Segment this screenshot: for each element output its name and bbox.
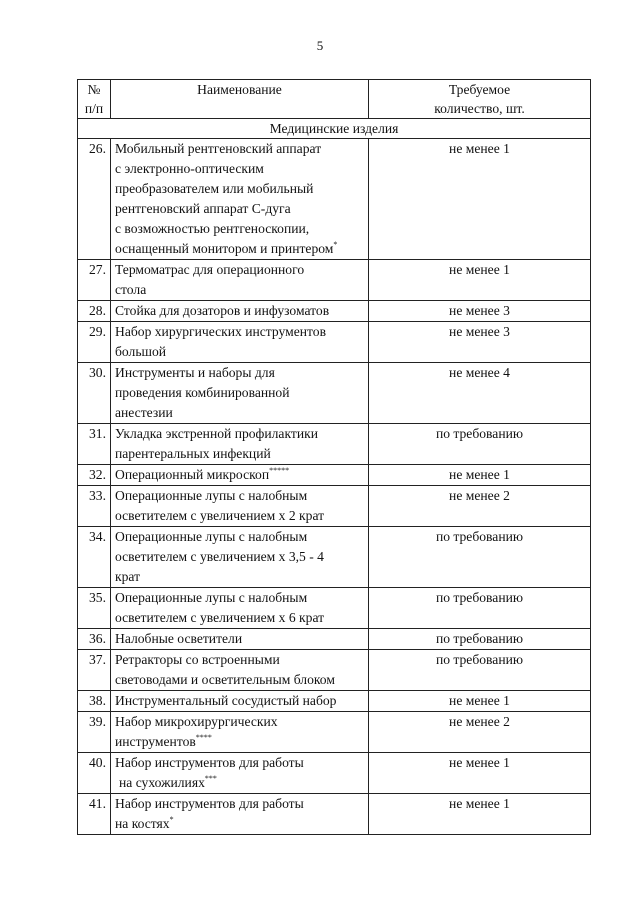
row-name-text: на костях [115,816,170,831]
header-number [78,80,111,119]
row-number: 33. [78,486,111,527]
row-name [111,424,369,465]
row-name [111,527,369,588]
row-name-text: осветителем с увеличением х 3,5 - 4 [115,549,324,564]
row-number: 30. [78,363,111,424]
row-name-line [115,239,364,259]
row-number: 36. [78,629,111,650]
row-name-text: световодами и осветительным блоком [115,672,335,687]
row-quantity: не менее 1 [369,139,591,260]
row-name-line [115,363,364,383]
row-number: 39. [78,712,111,753]
row-name-line [115,465,364,485]
row-name-line [115,219,364,239]
row-number: 40. [78,753,111,794]
row-name-text: Стойка для дозаторов и инфузоматов [115,303,330,318]
row-quantity: не менее 1 [369,260,591,301]
row-quantity: не менее 3 [369,322,591,363]
table-row [78,629,591,650]
row-quantity: по требованию [369,588,591,629]
header-number-line: п/п [84,101,104,116]
header-number-line: № [87,82,101,97]
table-row [78,588,591,629]
page-number: 5 [316,38,324,53]
row-name-line [115,260,364,280]
row-name [111,139,369,260]
row-name-text: Набор микрохирургических [115,714,278,729]
table-row [78,794,591,835]
row-name-line [115,199,364,219]
row-number: 41. [78,794,111,835]
table-row [78,424,591,465]
row-name-line [115,424,364,444]
row-name-text: преобразователем или мобильный [115,181,314,196]
row-name-text: анестезии [115,405,173,420]
row-name-text: Операционный микроскоп [115,467,270,482]
table-row [78,301,591,322]
row-quantity: не менее 1 [369,465,591,486]
row-number: 31. [78,424,111,465]
row-name [111,691,369,712]
row-name-text: Инструменты и наборы для [115,365,275,380]
row-name-line [115,753,364,773]
row-name [111,486,369,527]
section-row [78,119,591,139]
row-name-line [115,547,364,567]
row-name-line [115,444,364,464]
row-name-text: с возможностью рентгеноскопии, [115,221,310,236]
row-name-text: Набор инструментов для работы [115,755,304,770]
row-name-line [115,608,364,628]
row-name [111,465,369,486]
row-quantity: не менее 1 [369,691,591,712]
row-quantity: по требованию [369,527,591,588]
row-name-line [115,588,364,608]
footnote-marker: **** [195,733,212,742]
row-number: 26. [78,139,111,260]
row-quantity: не менее 2 [369,712,591,753]
footnote-marker: * [169,815,174,824]
row-name-text: Укладка экстренной профилактики [115,426,318,441]
row-name-line [115,794,364,814]
row-number: 38. [78,691,111,712]
row-name-text: Ретракторы со встроенными [115,652,280,667]
row-name-line [115,691,364,711]
row-name [111,712,369,753]
row-name-text: Налобные осветители [115,631,243,646]
row-name [111,363,369,424]
row-name-text: Набор хирургических инструментов [115,324,327,339]
row-name-text: Операционные лупы с налобным [115,488,308,503]
row-number: 28. [78,301,111,322]
row-name-line [115,280,364,300]
row-name-line [115,342,364,362]
row-quantity: не менее 1 [369,794,591,835]
row-name [111,322,369,363]
row-name-line [115,814,364,834]
row-name [111,650,369,691]
row-name-text: Операционные лупы с налобным [115,590,308,605]
row-quantity: по требованию [369,629,591,650]
row-name-text: Набор инструментов для работы [115,796,304,811]
row-name-text: парентеральных инфекций [115,446,271,461]
row-name-text: на сухожилиях [119,775,205,790]
row-name-text: стола [115,282,147,297]
row-name-line [115,301,364,321]
equipment-table [77,79,591,835]
row-name-line [115,567,364,587]
row-name-text: инструментов [115,734,196,749]
row-name [111,753,369,794]
row-number: 35. [78,588,111,629]
table-header-row [78,80,591,119]
row-name-text: большой [115,344,167,359]
table-row [78,486,591,527]
row-name-line [115,773,364,793]
table-row [78,465,591,486]
row-name-line [115,629,364,649]
section-title: Медицинские изделия [78,119,591,139]
row-name-text: осветителем с увеличением х 6 крат [115,610,325,625]
row-name-line [115,732,364,752]
row-quantity: по требованию [369,650,591,691]
table-row [78,650,591,691]
table-row [78,260,591,301]
row-number: 34. [78,527,111,588]
row-name-text: Операционные лупы с налобным [115,529,308,544]
row-name-text: Инструментальный сосудистый набор [115,693,337,708]
row-name-line [115,322,364,342]
row-name-text: Мобильный рентгеновский аппарат [115,141,322,156]
table-row [78,527,591,588]
row-quantity: не менее 4 [369,363,591,424]
row-name-line [115,383,364,403]
header-quantity [369,80,591,119]
row-number: 27. [78,260,111,301]
row-name-line [115,403,364,423]
row-name-line [115,650,364,670]
header-quantity-line: количество, шт. [434,101,525,116]
row-name-text: осветителем с увеличением х 2 крат [115,508,325,523]
row-name [111,301,369,322]
row-number: 29. [78,322,111,363]
row-name-text: проведения комбинированной [115,385,290,400]
row-quantity: не менее 1 [369,753,591,794]
row-name-line [115,506,364,526]
header-name: Наименование [111,80,369,119]
row-name-line [115,139,364,159]
row-name-line [115,670,364,690]
table-row [78,322,591,363]
row-name-line [115,179,364,199]
row-name [111,629,369,650]
row-name-line [115,527,364,547]
row-name [111,794,369,835]
row-number: 32. [78,465,111,486]
table-row [78,712,591,753]
table-row [78,753,591,794]
footnote-marker: * [333,240,338,249]
row-name-line [115,486,364,506]
table-row [78,363,591,424]
footnote-marker: ***** [269,466,290,475]
row-name [111,588,369,629]
row-name-text: с электронно-оптическим [115,161,264,176]
row-quantity: не менее 3 [369,301,591,322]
footnote-marker: *** [204,774,217,783]
row-name-line [115,712,364,732]
row-name-text: рентгеновский аппарат С-дуга [115,201,291,216]
row-name-text: Термоматрас для операционного [115,262,305,277]
row-name-line [115,159,364,179]
row-number: 37. [78,650,111,691]
table-row [78,691,591,712]
table-row [78,139,591,260]
row-name [111,260,369,301]
row-quantity: не менее 2 [369,486,591,527]
row-name-text: крат [115,569,141,584]
row-quantity: по требованию [369,424,591,465]
row-name-text: оснащенный монитором и принтером [115,241,334,256]
header-quantity-line: Требуемое [448,82,511,97]
